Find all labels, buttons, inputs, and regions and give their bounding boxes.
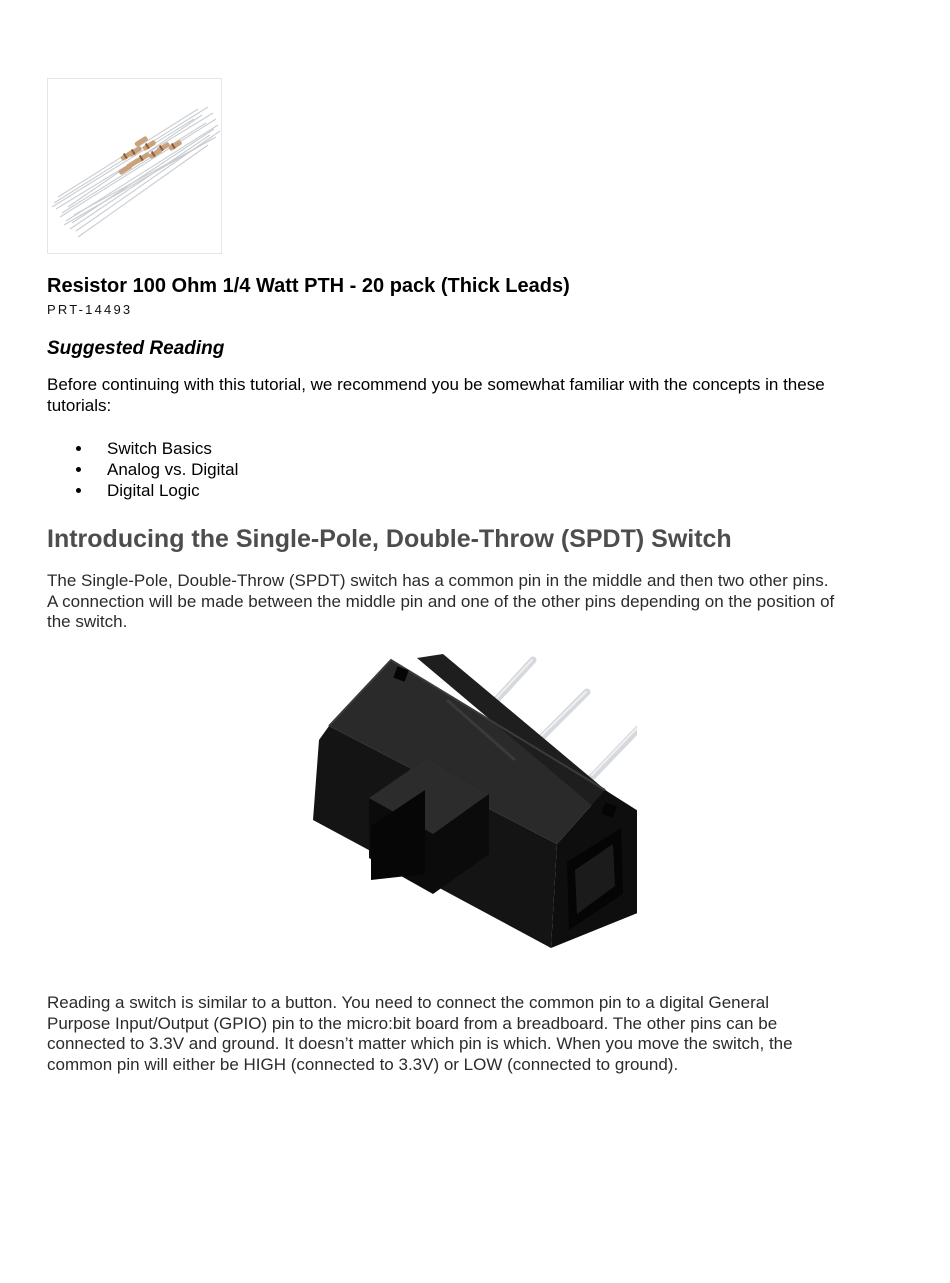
suggested-reading-heading: Suggested Reading <box>47 338 225 359</box>
suggested-reading-intro: Before continuing with this tutorial, we recommend you be somewhat familiar with the concepts in these tutorials: <box>47 375 825 415</box>
product-title[interactable]: Resistor 100 Ohm 1/4 Watt PTH - 20 pack (Thick Leads) <box>47 275 570 297</box>
section-title: Introducing the Single-Pole, Double-Throw (SPDT) Switch <box>47 525 732 553</box>
reading-link-digital-logic[interactable]: Digital Logic <box>47 480 238 501</box>
spdt-switch-icon <box>257 648 637 968</box>
suggested-reading-list <box>47 438 238 501</box>
reading-link-analog-vs-digital[interactable]: Analog vs. Digital <box>47 459 238 480</box>
spdt-description: The Single-Pole, Double-Throw (SPDT) switch has a common pin in the middle and then two other pins. A connection will be made between the middle pin and one of the other pins depending on the position of the switch. <box>47 571 835 631</box>
product-sku: PRT-14493 <box>47 302 133 317</box>
switch-reading-description: Reading a switch is similar to a button. You need to connect the common pin to a digital General Purpose Input/Output (GPIO) pin to the micro:bit board from a breadboard. The other pins can be connected to 3.3V and ground. It doesn’t matter which pin is which. When you move the switch, the common pin will either be HIGH (connected to 3.3V) or LOW (connected to ground). <box>47 993 793 1074</box>
resistor-pack-icon <box>48 79 222 254</box>
spdt-switch-image <box>257 648 637 968</box>
resistor-pack-image[interactable] <box>47 78 222 254</box>
reading-link-switch-basics[interactable]: Switch Basics <box>47 438 238 459</box>
